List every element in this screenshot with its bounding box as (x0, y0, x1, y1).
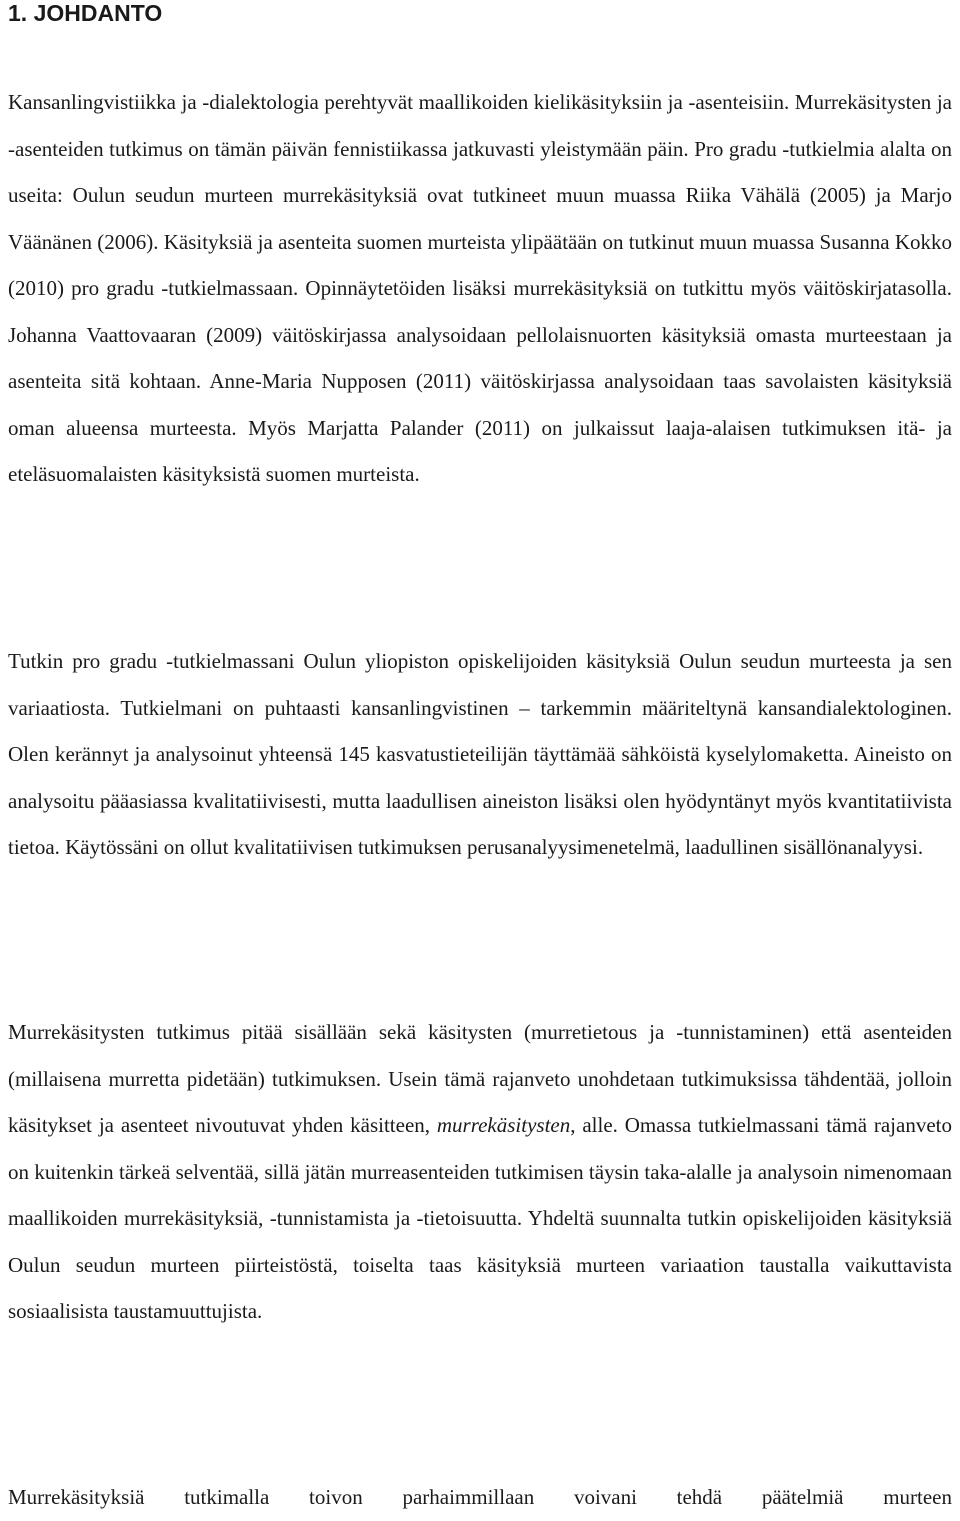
paragraph-2: Tutkin pro gradu -tutkielmassani Oulun yliopiston opiskelijoiden käsityksiä Oulun seudun murteesta ja sen variaatiosta. Tutkielmani on puhtaasti kansanlingvistinen – tarkemmin määriteltynä kansandialektologinen. Olen kerännyt ja analysoinut yhteensä 145 kasvatustieteilijän täyttämää sähköistä kyselylomaketta. Aineisto on analysoitu pääasiassa kvalitatiivisesti, mutta laadullisen aineiston lisäksi olen hyödyntänyt myös kvantitatiivista tietoa. Käytössäni on ollut kvalitatiivisen tutkimuksen perusanalyysimenetelmä, laadullinen sisällönanalyysi. (8, 649, 952, 859)
paragraph-3-text-start: Murrekäsitysten tutkimus pitää sisällään sekä käsitysten (murretietous ja -tunnistaminen) että asenteiden (millaisena murretta pidetään) tutkimuksen. Usein tämä rajanveto unohdetaan tutkimuksissa tähdentää, jolloin käsitykset ja asenteet nivoutuvat yhden käsitteen, (8, 1020, 952, 1137)
paragraph-3-text-end: , alle. Omassa tutkielmassani tämä rajanveto on kuitenkin tärkeä selventää, sillä jätän murreasenteiden tutkimisen täysin taka-alalle ja analysoin nimenomaan maallikoiden murrekäsityksiä, -tunnistamista ja -tietoisuutta. Yhdeltä suunnalta tutkin opiskelijoiden käsityksiä Oulun seudun murteen piirteistöstä, toiselta taas käsityksiä murteen variaation taustalla vaikuttavista sosiaalisista taustamuuttujista. (8, 1113, 952, 1323)
paragraph-1: Kansanlingvistiikka ja -dialektologia perehtyvät maallikoiden kielikäsityksiin ja -asenteisiin. Murrekäsitysten ja -asenteiden tutkimus on tämän päivän fennistiikassa jatkuvasti yleistymään päin. Pro gradu -tutkielmia alalta on useita: Oulun seudun murteen murrekäsityksiä ovat tutkineet muun muassa Riika Vähälä (2005) ja Marjo Väänänen (2006). Käsityksiä ja asenteita suomen murteista ylipäätään on tutkinut muun muassa Susanna Kokko (2010) pro gradu -tutkielmassaan. Opinnäytetöiden lisäksi murrekäsityksiä on tutkittu myös väitöskirjatasolla. Johanna Vaattovaaran (2009) väitöskirjassa analysoidaan pellolaisnuorten käsityksiä omasta murteestaan ja asenteita sitä kohtaan. Anne-Maria Nupposen (2011) väitöskirjassa analysoidaan taas savolaisten käsityksiä oman alueensa murteesta. Myös Marjatta Palander (2011) on julkaissut laaja-alaisen tutkimuksen itä- ja eteläsuomalaisten käsityksistä suomen murteista. (8, 90, 952, 486)
paragraph-3 (8, 1009, 952, 1335)
paragraph-4 (8, 1474, 952, 1521)
paragraph-4-line: Murrekäsityksiä tutkimalla toivon parhaimmillaan voivani tehdä päätelmiä murteen (8, 1485, 952, 1509)
paragraph-3-italic-term: murrekäsitysten (436, 1113, 571, 1137)
section-heading: 1. JOHDANTO (8, 0, 163, 26)
